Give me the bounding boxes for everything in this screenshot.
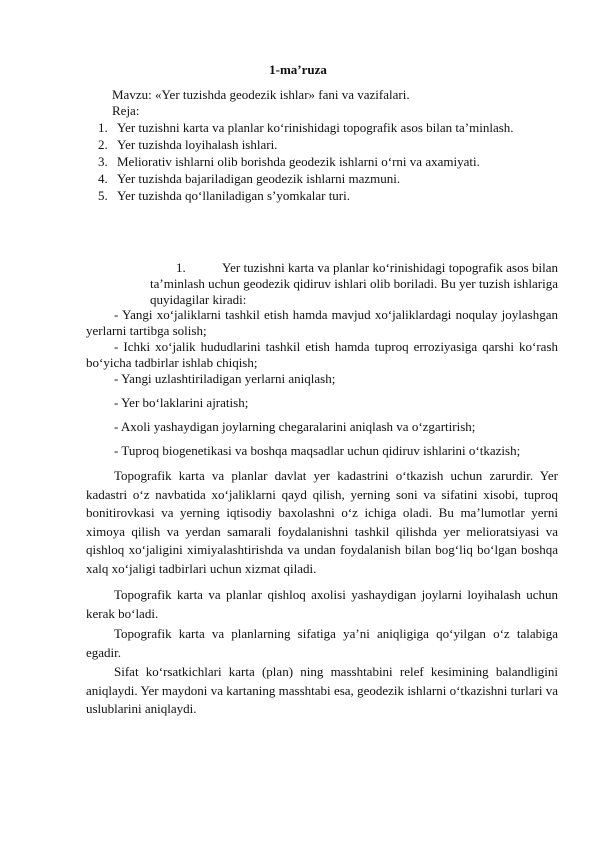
plan-item-number: 2. <box>98 137 108 152</box>
plan-item <box>98 120 558 137</box>
plan-item <box>98 188 558 205</box>
lecture-title: 1-ma’ruza <box>269 62 327 77</box>
paragraph: - Axoli yashaydigan joylarning chegaralarini aniqlash va o‘zgartirish; <box>114 419 476 434</box>
paragraph: - Ichki xo‘jalik hududlarini tashkil etish hamda tuproq erroziyasiga qarshi ko‘rash bo‘yicha tadbirlar ishlab chiqish; <box>86 339 558 370</box>
plan-item-text: Yer tuzishda bajariladigan geodezik ishlarni mazmuni. <box>117 171 401 186</box>
topic-line: Mavzu: «Yer tuzishda geodezik ishlar» fani va vazifalari. <box>112 87 410 102</box>
plan-item-number: 4. <box>98 171 108 186</box>
paragraph: Topografik karta va planlar qishloq axolisi yashaydigan joylarni loyihalash uchun kerak bo‘ladi. <box>86 587 558 621</box>
plan-item-text: Yer tuzishni karta va planlar ko‘rinishidagi topografik asos bilan ta’minlash. <box>117 120 514 135</box>
plan-item <box>98 171 558 188</box>
paragraph: Topografik karta va planlar davlat yer kadastrini o‘tkazish uchun zarurdir. Yer kadastri o‘z navbatida xo‘jaliklarni qayd qilish, yerning soni va sifatini xisobi, tuproq bonitirovkasi va yerning iqtisodiy baxolashni o‘z ichiga oladi. Bu ma’lumotlar yerni ximoya qilish va yerdan samarali foydalanishni tashkil qilishda yer melioratsiyasi va qishloq xo‘jaligini ximiyalashtirishda va undan foydalanish bilan bog‘liq bo‘lgan boshqa xalq xo‘jaligi tadbirlari uchun xizmat qiladi. <box>86 468 558 576</box>
plan-item-text: Yer tuzishda qo‘llaniladigan s’yomkalar turi. <box>117 188 350 203</box>
plan-item <box>98 137 558 154</box>
plan-item <box>98 154 558 171</box>
plan-item-text: Meliorativ ishlarni olib borishda geodezik ishlarni o‘rni va axamiyati. <box>117 154 480 169</box>
paragraph: - Yangi xo‘jaliklarni tashkil etish hamda mavjud xo‘jaliklardagi noqulay joylashgan yerlarni tartibga solish; <box>86 307 558 338</box>
section-text: Yer tuzishni karta va planlar ko‘rinishidagi topografik asos bilan ta’minlash uchun geodezik qidiruv ishlari olib boriladi. Bu yer tuzish ishlariga quyidagilar kiradi: <box>150 260 558 307</box>
plan-item-text: Yer tuzishda loyihalash ishlari. <box>117 137 278 152</box>
plan-item-number: 3. <box>98 154 108 169</box>
plan-label: Reja: <box>112 103 140 118</box>
paragraph: - Yangi uzlashtiriladigan yerlarni aniqlash; <box>114 371 336 386</box>
plan-item-number: 1. <box>98 120 108 135</box>
paragraph: - Tuproq biogenetikasi va boshqa maqsadlar uchun qidiruv ishlarini o‘tkazish; <box>114 443 521 458</box>
paragraph: - Yer bo‘laklarini ajratish; <box>114 395 249 410</box>
paragraph: Sifat ko‘rsatkichlari karta (plan) ning masshtabini relef kesimining balandligini aniqlaydi. Yer maydoni va kartaning masshtabi esa, geodezik ishlarni o‘tkazishni turlari va uslublarini aniqlaydi. <box>86 664 558 716</box>
section-number: 1. <box>176 260 186 275</box>
plan-list <box>98 120 558 205</box>
paragraph: Topografik karta va planlarning sifatiga ya’ni aniqligiga qo‘yilgan o‘z talabiga egadir. <box>86 626 558 660</box>
plan-item-number: 5. <box>98 188 108 203</box>
section-1-heading <box>150 260 558 308</box>
